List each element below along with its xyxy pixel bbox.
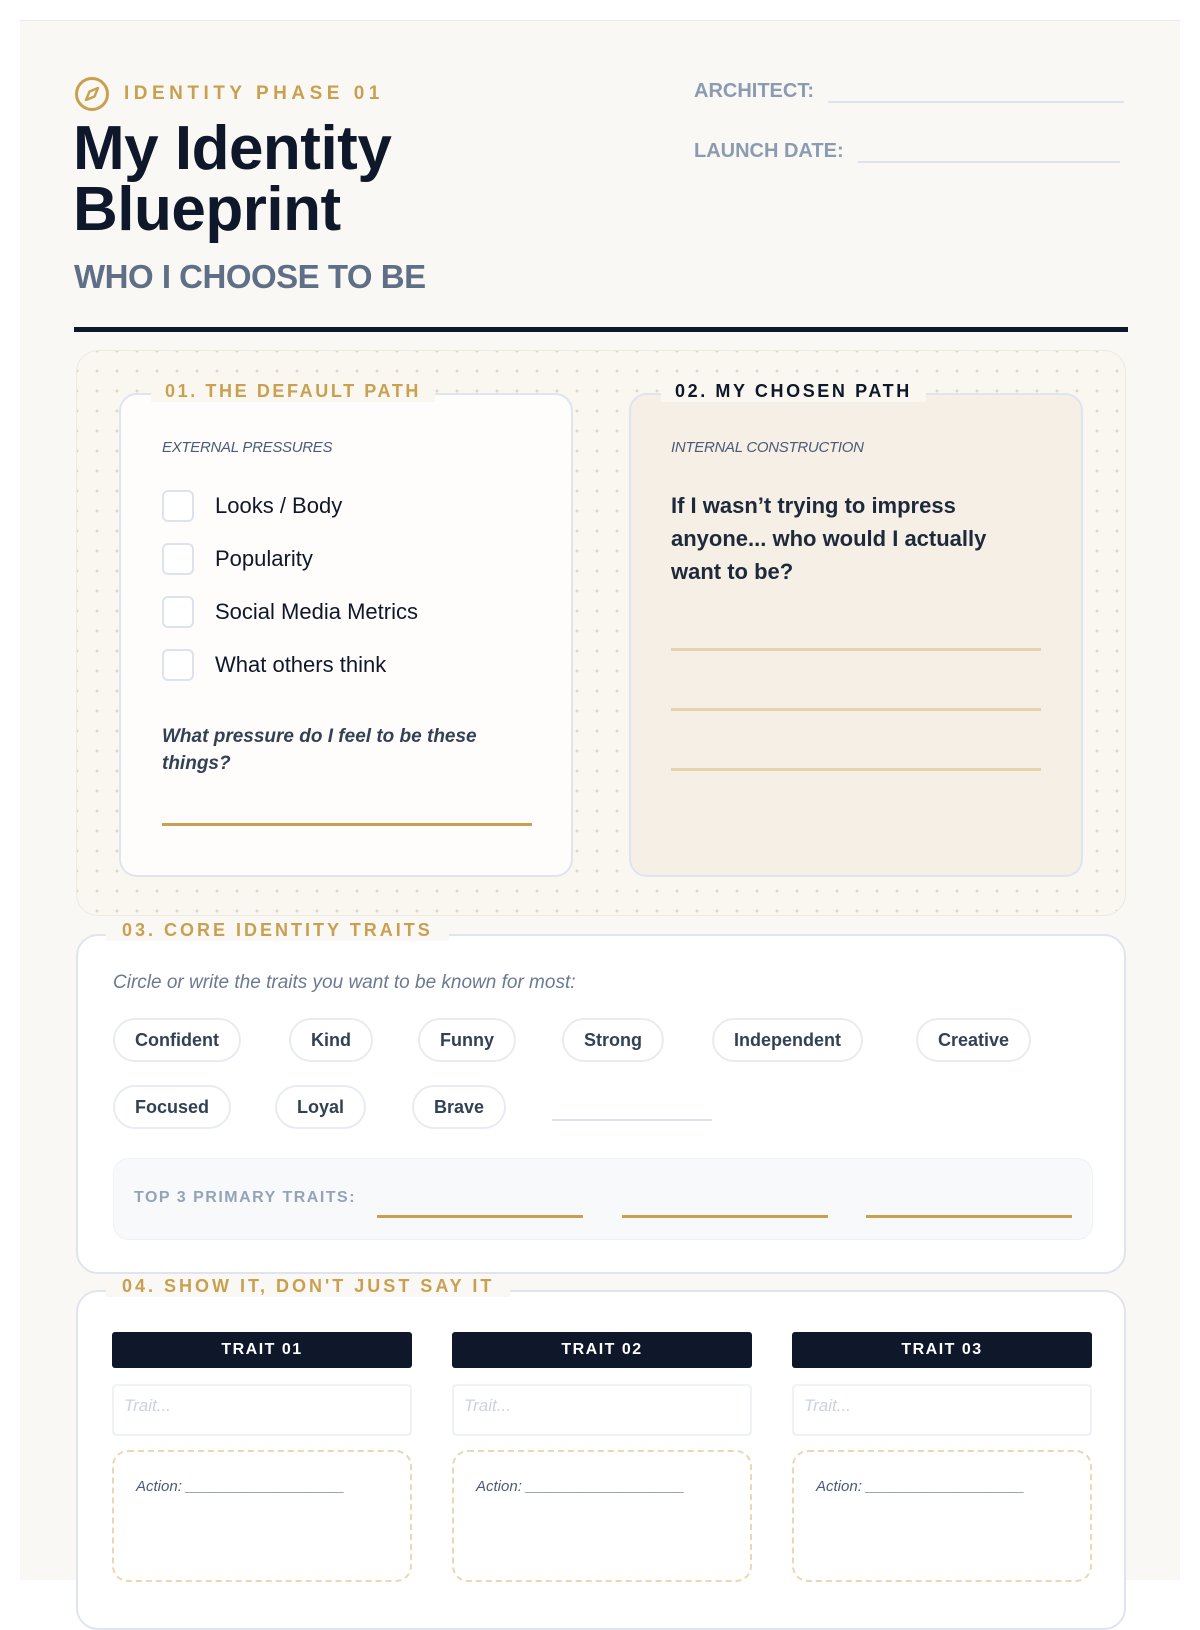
checklist-label: Looks / Body xyxy=(215,493,343,518)
checklist-label: Popularity xyxy=(215,546,313,571)
traits-instruction: Circle or write the traits you want to be known for most: xyxy=(113,972,576,993)
core-traits-label: 03. CORE IDENTITY TRAITS xyxy=(106,920,449,941)
chosen-path-prompt: If I wasn’t trying to impress anyone... who would I actually want to be? xyxy=(671,493,987,584)
checklist-item[interactable] xyxy=(162,595,418,629)
checklist-label: What others think xyxy=(215,652,387,677)
trait-chip[interactable]: Independent xyxy=(712,1018,863,1062)
top-trait-line[interactable] xyxy=(622,1215,828,1218)
default-path-label: 01. THE DEFAULT PATH xyxy=(151,381,435,402)
show-it-section xyxy=(76,1276,1126,1630)
architect-label: ARCHITECT: xyxy=(694,80,814,102)
trait-chip[interactable]: Loyal xyxy=(275,1085,366,1129)
top-traits-label: TOP 3 PRIMARY TRAITS: xyxy=(134,1189,357,1206)
pressure-answer-line[interactable] xyxy=(162,823,532,826)
custom-trait-line[interactable] xyxy=(552,1119,712,1121)
chosen-path-card xyxy=(629,381,1083,877)
header-divider xyxy=(74,327,1128,332)
compass-icon xyxy=(74,76,110,112)
trait-chip[interactable]: Confident xyxy=(113,1018,241,1062)
trait-column-head: TRAIT 03 xyxy=(792,1332,1092,1368)
launch-date-label: LAUNCH DATE: xyxy=(694,140,844,162)
core-traits-section xyxy=(76,920,1126,1274)
internal-construction-caption: INTERNAL CONSTRUCTION xyxy=(671,439,864,456)
action-box[interactable]: Action: ___________________ xyxy=(792,1450,1092,1582)
title-line-2: Blueprint xyxy=(73,175,341,244)
top-trait-line[interactable] xyxy=(866,1215,1072,1218)
phase-label: IDENTITY PHASE 01 xyxy=(124,83,384,104)
trait-chip[interactable]: Strong xyxy=(562,1018,664,1062)
default-path-card xyxy=(119,381,573,877)
checklist-item[interactable] xyxy=(162,648,418,682)
phase-eyebrow xyxy=(74,76,384,112)
checklist-item[interactable] xyxy=(162,489,418,523)
trait-column-head: TRAIT 02 xyxy=(452,1332,752,1368)
paths-panel xyxy=(76,350,1126,916)
page-title xyxy=(73,114,392,244)
trait-chip[interactable]: Brave xyxy=(412,1085,506,1129)
pressure-checklist xyxy=(162,489,418,701)
architect-row xyxy=(694,80,1124,103)
answer-line[interactable] xyxy=(671,648,1041,651)
pressure-question: What pressure do I feel to be these things? xyxy=(162,726,477,774)
checklist-item[interactable] xyxy=(162,542,418,576)
trait-column-head: TRAIT 01 xyxy=(112,1332,412,1368)
answer-line[interactable] xyxy=(671,768,1041,771)
top-trait-line[interactable] xyxy=(377,1215,583,1218)
checklist-label: Social Media Metrics xyxy=(215,599,418,624)
answer-line[interactable] xyxy=(671,708,1041,711)
trait-input[interactable]: Trait... xyxy=(792,1384,1092,1436)
launch-date-row xyxy=(694,140,1120,163)
checkbox[interactable] xyxy=(162,649,194,681)
trait-input[interactable]: Trait... xyxy=(112,1384,412,1436)
checkbox[interactable] xyxy=(162,490,194,522)
launch-date-field[interactable] xyxy=(858,141,1120,163)
trait-chip[interactable]: Kind xyxy=(289,1018,373,1062)
checkbox[interactable] xyxy=(162,543,194,575)
external-pressures-caption: EXTERNAL PRESSURES xyxy=(162,439,333,456)
action-box[interactable]: Action: ___________________ xyxy=(452,1450,752,1582)
trait-chip[interactable]: Creative xyxy=(916,1018,1031,1062)
checkbox[interactable] xyxy=(162,596,194,628)
action-box[interactable]: Action: ___________________ xyxy=(112,1450,412,1582)
architect-field[interactable] xyxy=(828,81,1124,103)
top-traits-bar xyxy=(113,1158,1093,1240)
trait-input[interactable]: Trait... xyxy=(452,1384,752,1436)
show-it-label: 04. SHOW IT, DON'T JUST SAY IT xyxy=(106,1276,510,1297)
trait-chip[interactable]: Focused xyxy=(113,1085,231,1129)
page-subtitle: WHO I CHOOSE TO BE xyxy=(74,258,426,295)
chosen-path-label: 02. MY CHOSEN PATH xyxy=(661,381,926,402)
title-line-1: My Identity xyxy=(73,114,392,183)
trait-chip[interactable]: Funny xyxy=(418,1018,516,1062)
